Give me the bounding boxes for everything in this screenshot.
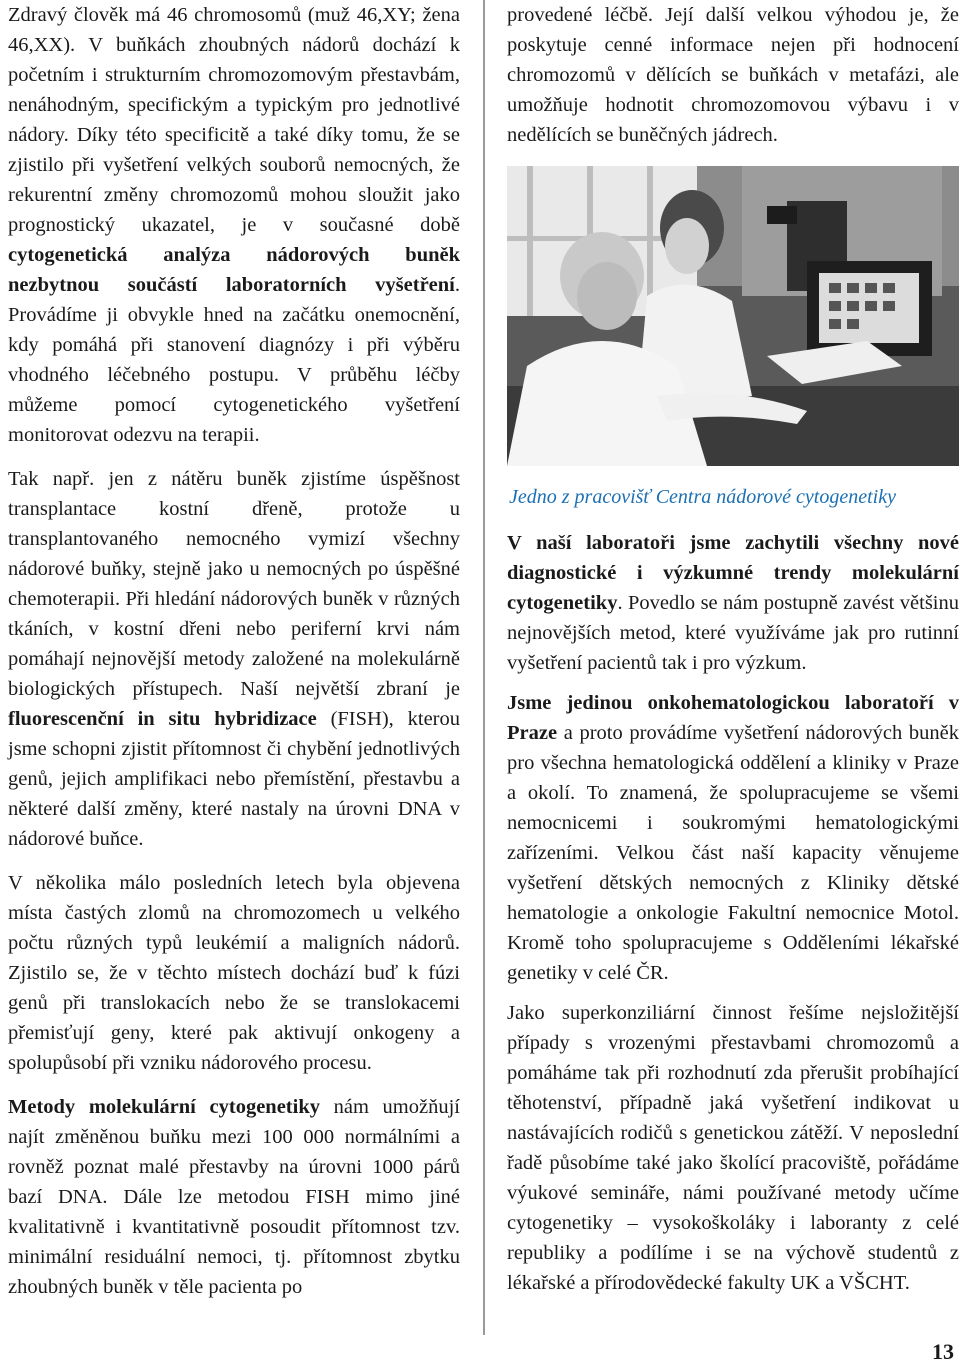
- paragraph: [507, 528, 959, 678]
- paragraph: V několika málo posledních letech byla objevena místa častých zlomů na chromozomech u velkého počtu různých typů leukémií a maligních nádorů. Zjistilo se, že v těchto místech dochází buď k fúzi genů při translokacích nebo že se translokacemi přemisťují geny, které pak aktivují onkogeny a spolupůsobí při vzniku nádorového procesu.: [8, 872, 460, 1074]
- lab-photo: [507, 166, 959, 466]
- paragraph: [8, 464, 460, 854]
- paragraph: [507, 688, 959, 988]
- photo-caption: Jedno z pracovišť Centra nádorové cytogenetiky: [509, 486, 896, 508]
- left-column: [8, 0, 460, 1316]
- text: (FISH), kterou jsme schopni zjistit přítomnost či chybění jednotlivých genů, jejich amplifikaci nebo přemístění, přestavbu a některé další změny, které nastaly na úrovni DNA v nádorové buňce.: [8, 708, 460, 850]
- text: a proto provádíme vyšetření nádorových buněk pro všechna hematologická oddělení a kliniky v Praze a okolí. To znamená, že spolupracujeme se všemi nemocnicemi i soukromými hematologickými zařízeními. Velkou část naší kapacity věnujeme vyšetření dětských nemocných z Kliniky dětské hematologie a onkologie Fakultní nemocnice Motol. Kromě toho spolupracujeme s Odděleními lékařské genetiky v celé ČR.: [507, 722, 959, 984]
- paragraph: [8, 1092, 460, 1302]
- bold-text: cytogenetická analýza nádorových buněk nezbytnou součástí laboratorních vyšetření: [8, 244, 460, 296]
- text: Zdravý člověk má 46 chromosomů (muž 46,XY; žena 46,XX). V buňkách zhoubných nádorů dochází k početním i strukturním chromozomovým přestavbám, nenáhodným, specifickým a typickým pro jednotlivé nádory. Díky této specificitě a také díky tomu, že se zjistilo při vyšetření velkých souborů nemocných, že rekurentní změny chromozomů mohou sloužit jako prognostický ukazatel, je v současné době: [8, 4, 460, 236]
- bold-text: V naší laboratoři jsme zachytili všechny nové diagnostické i výzkumné trendy molekulární cytogenetiky: [507, 532, 959, 614]
- text: . Provádíme ji obvykle hned na začátku onemocnění, kdy pomáhá při stanovení diagnózy i při výběru vhodného léčebného postupu. V průběhu léčby můžeme pomocí cytogenetického vyšetření monitorovat odezvu na terapii.: [8, 274, 460, 446]
- paragraph: provedené léčbě. Její další velkou výhodou je, že poskytuje cenné informace nejen při hodnocení chromozomů v dělících se buňkách v metafázi, ale umožňuje hodnotit chromozomovou výbavu i v nedělících se buněčných jádrech.: [507, 4, 959, 146]
- bold-text: Jsme jedinou onkohematologickou laboratoří v Praze: [507, 692, 959, 744]
- text: Tak např. jen z nátěru buněk zjistíme úspěšnost transplantace kostní dřeně, protože u transplantovaného nemocného vymizí všechny nádorové buňky, stejně jako u nemocných po úspěšné chemoterapii. Při hledání nádorových buněk v různých tkáních, v kostní dřeni nebo periferní krvi nám pomáhají nejnovější metody založené na molekulárně biologických přístupech. Naší největší zbraní je: [8, 468, 460, 700]
- bold-text: Metody molekulární cytogenetiky: [8, 1096, 320, 1118]
- right-column: [507, 0, 959, 1308]
- text: . Povedlo se nám postupně zavést většinu nejnovějších metod, které využíváme jak pro rutinní vyšetření pacientů tak i pro výzkum.: [507, 592, 959, 674]
- paragraph: Jako superkonziliární činnost řešíme nejsložitější případy s vrozenými přestavbami chromozomů a pomáháme tak při rozhodnutí zda přerušit probíhající těhotenství, případně jaká vyšetření indikovat u nastávajících rodičů s genetickou zátěží. V neposlední řadě působíme také jako školící pracoviště, pořádáme výukové semináře, námi používané metody učíme cytogenetiky – vysokoškoláky i laboranty z celé republiky a podílíme i se na výchově studentů z lékařské a přírodovědecké fakulty UK a VŠCHT.: [507, 1002, 959, 1294]
- lab-photo-illustration: [507, 166, 959, 466]
- page-number: 13: [932, 1339, 954, 1364]
- paragraph: [8, 0, 460, 450]
- bold-text: fluorescenční in situ hybridizace: [8, 708, 317, 730]
- column-divider: [483, 0, 485, 1335]
- text: nám umožňují najít změněnou buňku mezi 100 000 normálními a rovněž poznat malé přestavby na úrovni 1000 párů bazí DNA. Dále lze metodou FISH mimo jiné kvalitativně i kvantitativně posoudit přítomnost tzv. minimální residuální nemoci, tj. přítomnost zbytku zhoubných buněk v těle pacienta po: [8, 1096, 460, 1298]
